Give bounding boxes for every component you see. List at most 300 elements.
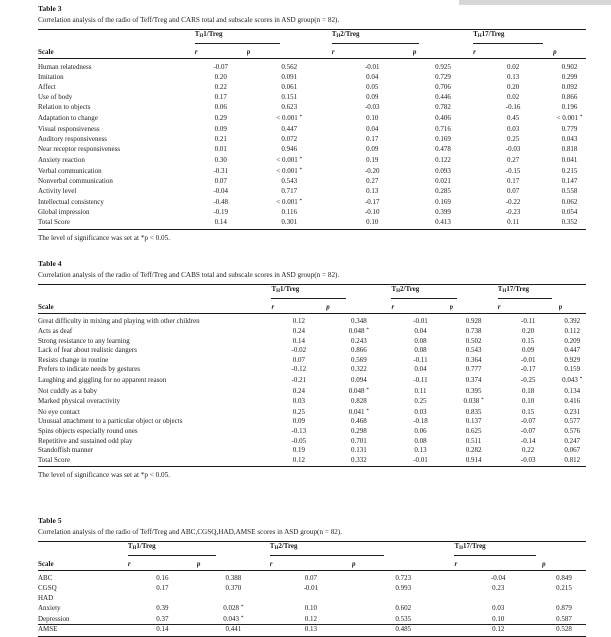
scale-label: Repetitive and sustained odd play: [38, 436, 133, 445]
value-cell: 0.818: [561, 144, 578, 153]
scale-header: Scale: [38, 556, 128, 571]
scale-label: Use of body: [38, 93, 73, 102]
value-cell: 0.041: [561, 155, 578, 164]
value-cell: 0.08: [414, 346, 427, 355]
scale-label: Global impression: [38, 208, 90, 217]
value-cell: 0.569: [350, 355, 367, 364]
value-cell: 0.777: [465, 365, 482, 374]
value-cell: -0.03: [520, 455, 536, 464]
value-cell: 0.062: [561, 198, 578, 207]
value-cell: 0.05: [366, 83, 379, 92]
table-4: [38, 284, 586, 468]
value-cell: 0.048 *: [348, 327, 369, 336]
group-header-th1-Treg: $T_H1$/Treg: [128, 542, 270, 557]
value-cell: 0.17: [506, 177, 520, 186]
value-cell: 0.625: [465, 427, 482, 436]
value-cell: -0.07: [520, 417, 536, 426]
value-cell: 0.04: [366, 124, 379, 133]
value-cell: 0.093: [435, 166, 451, 175]
value-cell: 0.543: [465, 346, 482, 355]
group-header-th1-Treg: $T_H1$/Treg: [271, 284, 391, 299]
value-cell: 0.03: [506, 124, 520, 133]
value-cell: [197, 594, 270, 604]
value-cell: 0.543: [281, 177, 298, 186]
value-cell: 0.169: [435, 134, 451, 143]
p-column-header: p: [559, 299, 586, 314]
value-cell: -0.21: [291, 376, 307, 385]
value-cell: 0.13: [270, 625, 352, 637]
value-cell: 0.14: [128, 625, 197, 637]
table-row: [38, 396, 586, 407]
value-cell: 0.925: [435, 63, 451, 71]
value-cell: -0.10: [364, 208, 380, 217]
table-row: [38, 417, 586, 427]
value-cell: 0.09: [214, 124, 227, 133]
value-cell: 0.39: [156, 604, 169, 613]
scale-label: ABC: [38, 574, 53, 583]
value-cell: 0.12: [292, 316, 305, 325]
r-column-header: r: [332, 44, 413, 59]
value-cell: 0.929: [564, 355, 581, 364]
value-cell: 0.215: [556, 584, 572, 592]
value-cell: 0.13: [366, 187, 379, 196]
table-5-title: Table 5: [38, 516, 62, 526]
value-cell: 0.061: [281, 83, 298, 92]
scale-label: Anxiety: [38, 604, 61, 613]
group-header-th2-Treg: $T_H2$/Treg: [391, 284, 497, 299]
scale-label: Human relatedness: [38, 63, 92, 71]
value-cell: 0.03: [414, 407, 427, 416]
value-cell: 0.22: [214, 83, 227, 92]
value-cell: -0.11: [413, 376, 428, 385]
value-cell: -0.04: [490, 574, 506, 583]
value-cell: 0.041 *: [348, 407, 369, 416]
scale-label: Strong resistance to any learning: [38, 336, 130, 345]
value-cell: 0.043: [561, 134, 578, 143]
value-cell: 0.06: [414, 427, 427, 436]
value-cell: 0.131: [350, 446, 367, 455]
value-cell: 0.447: [564, 346, 581, 355]
value-cell: 0.07: [304, 574, 317, 583]
value-cell: < 0.001 *: [276, 114, 303, 123]
scale-label: No eye contact: [38, 407, 80, 416]
table-3-note: The level of significance was set at *p < 0.05.: [38, 233, 170, 242]
value-cell: [270, 594, 352, 604]
value-cell: 0.18: [522, 386, 535, 395]
value-cell: 0.028 *: [223, 604, 244, 613]
table-row: [38, 386, 586, 397]
value-cell: 0.247: [564, 436, 581, 445]
table-row: [38, 584, 586, 594]
value-cell: 0.623: [281, 103, 298, 112]
table-row: [38, 92, 586, 102]
table-row: [38, 207, 586, 217]
scale-label: Visual responsiveness: [38, 124, 100, 133]
table-row: [38, 365, 586, 375]
scale-label: Total Score: [38, 455, 70, 464]
table-5-section: [38, 516, 586, 637]
scale-label: Verbal communication: [38, 166, 102, 175]
scale-label: Anxiety reaction: [38, 155, 85, 164]
r-column-header: r: [473, 44, 553, 59]
value-cell: 0.902: [561, 63, 578, 71]
value-cell: 0.285: [435, 187, 451, 196]
value-cell: 0.299: [561, 73, 578, 82]
value-cell: 0.24: [292, 327, 305, 336]
value-cell: [454, 594, 542, 604]
group-header-th1-Treg: $T_H1$/Treg: [195, 30, 332, 45]
value-cell: -0.15: [505, 166, 521, 175]
p-column-header: p: [450, 299, 498, 314]
table-row: [38, 72, 586, 82]
value-cell: 0.717: [281, 187, 298, 196]
value-cell: 0.09: [522, 346, 535, 355]
table-row: [38, 326, 586, 337]
scale-label: Marked physical overactivity: [38, 397, 121, 406]
value-cell: 0.021: [435, 177, 451, 186]
table-4-section: [38, 259, 586, 481]
table-row: [38, 375, 586, 386]
table-4-caption: Correlation analysis of the radio of Teff/Treg and CABS total and subscale scores in ASD group(n = 82).: [38, 270, 340, 279]
value-cell: 0.738: [465, 327, 482, 336]
value-cell: -0.31: [213, 166, 229, 175]
value-cell: -0.17: [364, 198, 380, 207]
scale-label: Auditory responsiveness: [38, 134, 108, 143]
p-column-header: p: [352, 556, 454, 571]
value-cell: 0.048 *: [348, 386, 369, 395]
value-cell: -0.01: [413, 455, 428, 464]
scale-label: Intellectual consistency: [38, 198, 104, 207]
value-cell: 0.209: [564, 336, 581, 345]
scale-header: Scale: [38, 299, 271, 314]
value-cell: 0.03: [292, 397, 305, 406]
value-cell: 0.364: [465, 355, 482, 364]
value-cell: -0.25: [520, 376, 536, 385]
value-cell: 0.30: [214, 155, 227, 164]
value-cell: 0.27: [366, 177, 379, 186]
value-cell: 0.122: [435, 155, 451, 164]
value-cell: 0.577: [564, 417, 581, 426]
value-cell: 0.45: [506, 114, 520, 123]
table-4-title: Table 4: [38, 258, 62, 268]
value-cell: 0.14: [292, 336, 305, 345]
table-row: [38, 594, 586, 604]
value-cell: 0.038 *: [463, 397, 484, 406]
scale-label: Unusual attachment to a particular object or objects: [38, 417, 183, 426]
table-row: [38, 337, 586, 347]
value-cell: -0.18: [413, 417, 428, 426]
value-cell: 0.332: [350, 455, 367, 464]
value-cell: 0.07: [214, 177, 227, 186]
table-row: [38, 346, 586, 356]
value-cell: 0.416: [564, 397, 581, 406]
value-cell: < 0.001 *: [276, 155, 303, 164]
value-cell: 0.779: [561, 124, 578, 133]
group-header-th17-Treg: $T_H17$/Treg: [498, 284, 586, 299]
value-cell: 0.07: [292, 355, 305, 364]
scale-label: Laughing and giggling for no apparent reason: [38, 376, 167, 385]
table-row: [38, 313, 586, 326]
value-cell: 0.112: [564, 327, 581, 336]
value-cell: 0.828: [350, 397, 367, 406]
table-row: [38, 59, 586, 73]
value-cell: 0.879: [556, 604, 572, 613]
value-cell: 0.21: [214, 134, 227, 143]
value-cell: 0.928: [465, 316, 482, 325]
value-cell: -0.12: [291, 365, 307, 374]
value-cell: 0.348: [350, 316, 367, 325]
value-cell: 0.406: [435, 114, 451, 123]
table-row: [38, 571, 586, 584]
value-cell: 0.388: [225, 574, 242, 583]
value-cell: -0.01: [303, 584, 319, 592]
value-cell: 0.914: [465, 455, 482, 464]
value-cell: 0.37: [156, 614, 169, 623]
value-cell: -0.20: [364, 166, 380, 175]
value-cell: -0.07: [213, 63, 229, 71]
r-column-header: r: [498, 299, 559, 314]
value-cell: -0.16: [505, 103, 521, 112]
value-cell: 0.06: [214, 103, 227, 112]
value-cell: 0.134: [564, 386, 581, 395]
value-cell: 0.159: [564, 365, 581, 374]
value-cell: 0.04: [414, 327, 427, 336]
value-cell: 0.043 *: [562, 376, 583, 385]
r-column-header: r: [270, 556, 352, 571]
value-cell: 0.535: [395, 614, 412, 623]
value-cell: < 0.001 *: [276, 166, 303, 175]
table-row: [38, 437, 586, 447]
value-cell: 0.20: [506, 83, 520, 92]
value-cell: 0.282: [465, 446, 482, 455]
value-cell: 0.19: [366, 155, 379, 164]
p-column-header: p: [197, 556, 270, 571]
value-cell: 0.10: [366, 218, 379, 227]
value-cell: 0.370: [225, 584, 242, 592]
value-cell: 0.09: [366, 93, 379, 102]
value-cell: 0.528: [542, 625, 586, 637]
value-cell: -0.22: [505, 198, 521, 207]
table-row: [38, 217, 586, 229]
value-cell: 0.716: [435, 124, 451, 133]
value-cell: 0.10: [366, 114, 379, 123]
p-column-header: p: [326, 299, 391, 314]
value-cell: 0.946: [281, 144, 298, 153]
value-cell: 0.08: [414, 436, 427, 445]
value-cell: 0.03: [492, 604, 505, 613]
value-cell: -0.17: [520, 365, 536, 374]
scale-label: CGSQ: [38, 584, 57, 592]
value-cell: 0.08: [414, 336, 427, 345]
value-cell: 0.485: [352, 625, 454, 637]
value-cell: [352, 594, 454, 604]
scale-label: Great difficulty in mixing and playing with other children: [38, 316, 200, 325]
group-header-th2-Treg: $T_H2$/Treg: [332, 30, 473, 45]
value-cell: 0.298: [350, 427, 367, 436]
value-cell: -0.01: [413, 316, 428, 325]
value-cell: -0.01: [520, 355, 536, 364]
table-5-caption: Correlation analysis of the radio of Teff/Treg and ABC,CGSQ,HAD,AMSE scores in ASD group(n = 82).: [38, 528, 343, 537]
value-cell: 0.441: [197, 625, 270, 637]
value-cell: 0.17: [366, 134, 379, 143]
value-cell: 0.04: [414, 365, 427, 374]
value-cell: 0.12: [292, 455, 305, 464]
value-cell: 0.322: [350, 365, 367, 374]
r-column-header: r: [454, 556, 542, 571]
value-cell: 0.17: [214, 93, 227, 102]
value-cell: 0.395: [465, 386, 482, 395]
table-3-section: [38, 4, 586, 243]
table-row: [38, 176, 586, 186]
value-cell: 0.866: [350, 346, 367, 355]
value-cell: 0.147: [561, 177, 578, 186]
value-cell: 0.215: [561, 166, 578, 175]
scale-label: HAD: [38, 593, 54, 602]
table-3-title: Table 3: [38, 4, 62, 13]
scale-column-spacer: [38, 542, 128, 557]
r-column-header: r: [271, 299, 326, 314]
value-cell: 0.399: [435, 208, 451, 217]
value-cell: 0.116: [281, 208, 297, 217]
table-row: [38, 603, 586, 614]
table-row: [38, 427, 586, 437]
scale-label: Depression: [38, 614, 70, 623]
value-cell: 0.04: [366, 73, 379, 82]
table-5: [38, 541, 586, 637]
value-cell: 0.576: [564, 427, 581, 436]
table-row: [38, 134, 586, 144]
value-cell: 0.723: [395, 574, 412, 583]
scale-label: Not cuddly as a baby: [38, 386, 98, 395]
value-cell: -0.05: [291, 436, 307, 445]
value-cell: 0.09: [292, 417, 305, 426]
value-cell: -0.03: [364, 103, 380, 112]
value-cell: 0.11: [507, 218, 520, 227]
value-cell: 0.14: [214, 218, 227, 227]
value-cell: 0.067: [564, 446, 581, 455]
value-cell: 0.392: [564, 316, 581, 325]
p-column-header: p: [247, 44, 332, 59]
scale-header: Scale: [38, 44, 195, 59]
value-cell: 0.301: [281, 218, 298, 227]
value-cell: -0.23: [505, 208, 521, 217]
value-cell: 0.12: [304, 614, 317, 623]
value-cell: 0.502: [465, 336, 482, 345]
value-cell: [542, 594, 586, 604]
p-column-header: p: [413, 44, 473, 59]
r-column-header: r: [128, 556, 197, 571]
value-cell: 0.092: [561, 83, 578, 92]
value-cell: 0.094: [350, 376, 367, 385]
value-cell: 0.11: [414, 386, 427, 395]
scale-label: Resists change in routine: [38, 355, 109, 364]
table-row: [38, 144, 586, 154]
value-cell: 0.15: [522, 336, 535, 345]
value-cell: 0.993: [395, 584, 412, 592]
scale-label: Activity level: [38, 187, 77, 196]
value-cell: 0.511: [465, 436, 482, 445]
r-column-header: r: [195, 44, 247, 59]
value-cell: 0.12: [454, 625, 542, 637]
value-cell: 0.446: [435, 93, 451, 102]
table-3: [38, 29, 586, 230]
value-cell: 0.866: [561, 93, 578, 102]
table-row: [38, 102, 586, 112]
value-cell: 0.02: [506, 63, 520, 71]
value-cell: [128, 594, 197, 604]
value-cell: 0.10: [522, 397, 535, 406]
table-row: [38, 112, 586, 123]
table-row: [38, 456, 586, 467]
value-cell: 0.835: [465, 407, 482, 416]
value-cell: -0.07: [520, 427, 536, 436]
value-cell: 0.19: [292, 446, 305, 455]
table-row: [38, 165, 586, 176]
scale-label: Affect: [38, 83, 56, 92]
value-cell: 0.091: [281, 73, 298, 82]
value-cell: 0.24: [292, 386, 305, 395]
value-cell: -0.11: [520, 316, 536, 325]
table-row: [38, 356, 586, 366]
scale-label: Lack of fear about realistic dangers: [38, 346, 137, 355]
scale-label: Total Score: [38, 218, 70, 227]
table-row: [38, 614, 586, 625]
value-cell: < 0.001 *: [276, 198, 303, 207]
value-cell: 0.02: [506, 93, 520, 102]
value-cell: 0.29: [214, 114, 227, 123]
table-row: [38, 154, 586, 165]
table-row: [38, 407, 586, 418]
value-cell: 0.25: [414, 397, 427, 406]
scale-label: Prefers to indicate needs by gestures: [38, 365, 141, 374]
value-cell: 0.782: [435, 103, 451, 112]
scale-label: Nonverbal communication: [38, 177, 113, 186]
table-row: [38, 124, 586, 134]
value-cell: < 0.001 *: [556, 114, 583, 123]
table-3-caption: Correlation analysis of the radio of Teff/Treg and CARS total and subscale scores in ASD group(n = 82).: [38, 16, 340, 24]
group-header-th17-Treg: $T_H17$/Treg: [473, 30, 586, 45]
value-cell: 0.468: [350, 417, 367, 426]
value-cell: 0.374: [465, 376, 482, 385]
value-cell: -0.02: [291, 346, 307, 355]
value-cell: 0.447: [281, 124, 298, 133]
r-column-header: r: [391, 299, 449, 314]
group-header-th2-Treg: $T_H2$/Treg: [270, 542, 455, 557]
value-cell: 0.25: [292, 407, 305, 416]
scale-column-spacer: [38, 30, 195, 45]
value-cell: 0.10: [492, 614, 505, 623]
scale-label: Near receptor responsiveness: [38, 144, 121, 153]
value-cell: 0.137: [465, 417, 482, 426]
scale-label: Relation to objects: [38, 103, 91, 112]
value-cell: 0.043 *: [223, 614, 244, 623]
value-cell: 0.706: [435, 83, 451, 92]
value-cell: 0.13: [506, 73, 520, 82]
value-cell: 0.729: [435, 73, 451, 82]
value-cell: 0.16: [156, 574, 169, 583]
scale-label: Spins objects especially round ones: [38, 427, 138, 436]
value-cell: 0.25: [506, 134, 520, 143]
p-column-header: p: [553, 44, 586, 59]
table-row: [38, 446, 586, 456]
value-cell: 0.10: [304, 604, 317, 613]
value-cell: 0.27: [506, 155, 520, 164]
value-cell: -0.19: [213, 208, 229, 217]
value-cell: 0.07: [506, 187, 520, 196]
value-cell: 0.054: [561, 208, 578, 217]
value-cell: 0.812: [564, 455, 581, 464]
value-cell: -0.01: [364, 63, 380, 71]
